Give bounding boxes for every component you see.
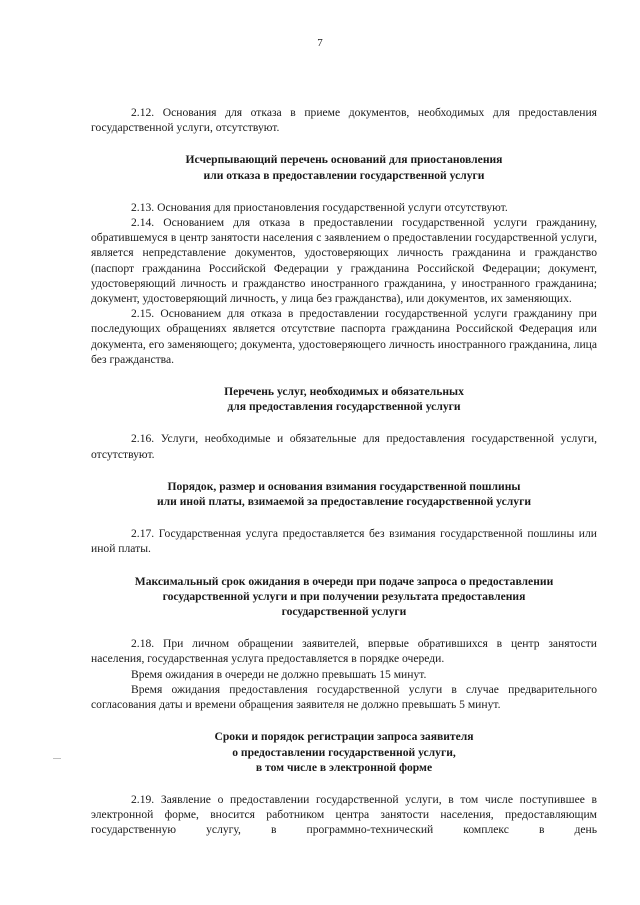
- heading-registration: [91, 729, 597, 775]
- heading-line: Максимальный срок ожидания в очереди при подаче запроса о предоставлении: [134, 574, 554, 588]
- paragraph-2-14: 2.14. Основанием для отказа в предоставлении государственной услуги гражданину, обратившемуся в центр занятости населения с заявлением о предоставлении государственной услуги, является непредставление документов, удостоверяющих личность гражданина и гражданство (паспорт гражданина Российской Федерации у гражданина Российской Федерации; документ, удостоверяющий личность и гражданство иностранного гражданина, у иностранного гражданина; документ, удостоверяющий личность, у лица без гражданства), или документов, их заменяющих.: [91, 216, 597, 306]
- paragraph-2-12: 2.12. Основания для отказа в приеме документов, необходимых для предоставления государственной услуги, отсутствуют.: [91, 106, 597, 135]
- page-number: 7: [317, 37, 323, 49]
- heading-suspension-grounds: [91, 152, 597, 182]
- document-body: [91, 105, 597, 838]
- heading-line: Порядок, размер и основания взимания государственной пошлины: [167, 479, 521, 493]
- paragraph-2-16: 2.16. Услуги, необходимые и обязательные для предоставления государственной услуги, отсутствуют.: [91, 432, 597, 461]
- heading-line: Исчерпывающий перечень оснований для приостановления: [185, 153, 503, 167]
- heading-max-waiting-time: [91, 574, 597, 620]
- heading-state-fee: [91, 479, 597, 509]
- paragraph-waiting-15-min: Время ожидания в очереди не должно превышать 15 минут.: [131, 667, 427, 681]
- paragraph-waiting-5-min: Время ожидания предоставления государственной услуги в случае предварительного согласования даты и времени обращения заявителя не должно превышать 5 минут.: [91, 682, 597, 712]
- heading-line: государственной услуги: [281, 605, 407, 619]
- heading-line: Перечень услуг, необходимых и обязательных: [224, 385, 464, 399]
- paragraph-2-19: 2.19. Заявление о предоставлении государственной услуги, в том числе поступившее в электронной форме, вносится работником центра занятости населения, предоставляющим государственную услугу, в программно-технический комплекс в день: [91, 792, 597, 837]
- paragraph-2-17: 2.17. Государственная услуга предоставляется без взимания государственной пошлины или иной платы.: [91, 527, 597, 556]
- heading-line: государственной услуги и при получении результата предоставления: [162, 589, 526, 603]
- heading-required-services: [91, 384, 597, 414]
- paragraph-2-13: 2.13. Основания для приостановления государственной услуги отсутствуют.: [131, 200, 508, 214]
- heading-line: или отказа в предоставлении государственной услуги: [203, 168, 485, 182]
- heading-line: для предоставления государственной услуги: [227, 400, 461, 414]
- heading-line: о предоставлении государственной услуги,: [232, 745, 456, 759]
- heading-line: Сроки и порядок регистрации запроса заявителя: [214, 730, 474, 744]
- paragraph-2-18: 2.18. При личном обращении заявителей, впервые обратившихся в центр занятости населения, государственная услуга предоставляется в порядке очереди.: [91, 637, 597, 666]
- heading-line: или иной платы, взимаемой за предоставление государственной услуги: [156, 495, 532, 509]
- margin-mark: [53, 758, 61, 759]
- paragraph-2-15: 2.15. Основанием для отказа в предоставлении государственной услуги гражданину при последующих обращениях является отсутствие паспорта гражданина Российской Федерация или документа, его заменяющего; документа, удостоверяющего личность иностранного гражданина, лица без гражданства.: [91, 307, 597, 366]
- heading-line: в том числе в электронной форме: [255, 760, 433, 774]
